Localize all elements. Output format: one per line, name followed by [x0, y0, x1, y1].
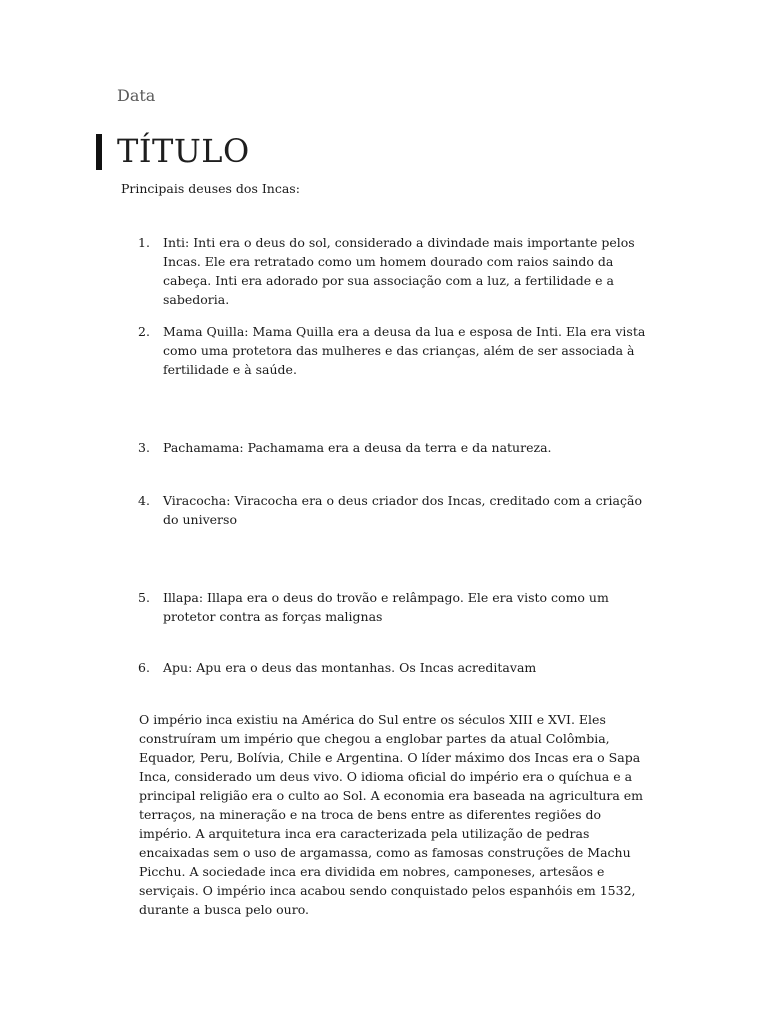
list-item-number: 6.: [138, 660, 150, 675]
list-item: [138, 322, 658, 379]
list-item-text: Inti: Inti era o deus do sol, considerado a divindade mais importante pelos Incas. Ele era retratado como um homem dourado com raios saindo da cabeça. Inti era adorado por sua associação com a luz, a fertilidade e a sabedoria.: [163, 235, 635, 307]
list-item: [138, 438, 658, 457]
body-paragraph: O império inca existiu na América do Sul entre os séculos XIII e XVI. Eles construíram um império que chegou a englobar partes da atual Colômbia, Equador, Peru, Bolívia, Chile e Argentina. O líder máximo dos Incas era o Sapa Inca, considerado um deus vivo. O idioma oficial do império era o quíchua e a principal religião era o culto ao Sol. A economia era baseada na agricultura em terraços, na mineração e na troca de bens entre as diferentes regiões do império. A arquitetura inca era caracterizada pela utilização de pedras encaixadas sem o uso de argamassa, como as famosas construções de Machu Picchu. A sociedade inca era dividida em nobres, camponeses, artesãos e serviçais. O império inca acabou sendo conquistado pelos espanhóis em 1532, durante a busca pelo ouro.: [139, 712, 644, 917]
list-item-number: 1.: [138, 235, 150, 250]
list-item: [138, 491, 658, 529]
list-item: [138, 588, 658, 626]
list-item-text: Apu: Apu era o deus das montanhas. Os Incas acreditavam: [163, 660, 537, 675]
document-subtitle: Principais deuses dos Incas:: [121, 181, 300, 196]
list-item: [138, 233, 658, 309]
list-item-text: Mama Quilla: Mama Quilla era a deusa da lua e esposa de Inti. Ela era vista como uma protetora das mulheres e das crianças, além de ser associada à fertilidade e à saúde.: [163, 324, 646, 377]
title-accent-bar: [96, 134, 102, 170]
list-item-text: Illapa: Illapa era o deus do trovão e relâmpago. Ele era visto como um protetor contra as forças malignas: [163, 590, 609, 624]
list-item-text: Viracocha: Viracocha era o deus criador dos Incas, creditado com a criação do universo: [163, 493, 642, 527]
list-item-number: 3.: [138, 440, 150, 455]
list-item-number: 2.: [138, 324, 150, 339]
document-title: TÍTULO: [117, 132, 250, 170]
list-item-number: 4.: [138, 493, 150, 508]
document-date: Data: [117, 86, 156, 105]
list-item-number: 5.: [138, 590, 150, 605]
list-item-text: Pachamama: Pachamama era a deusa da terra e da natureza.: [163, 440, 552, 455]
list-item: [138, 658, 658, 677]
